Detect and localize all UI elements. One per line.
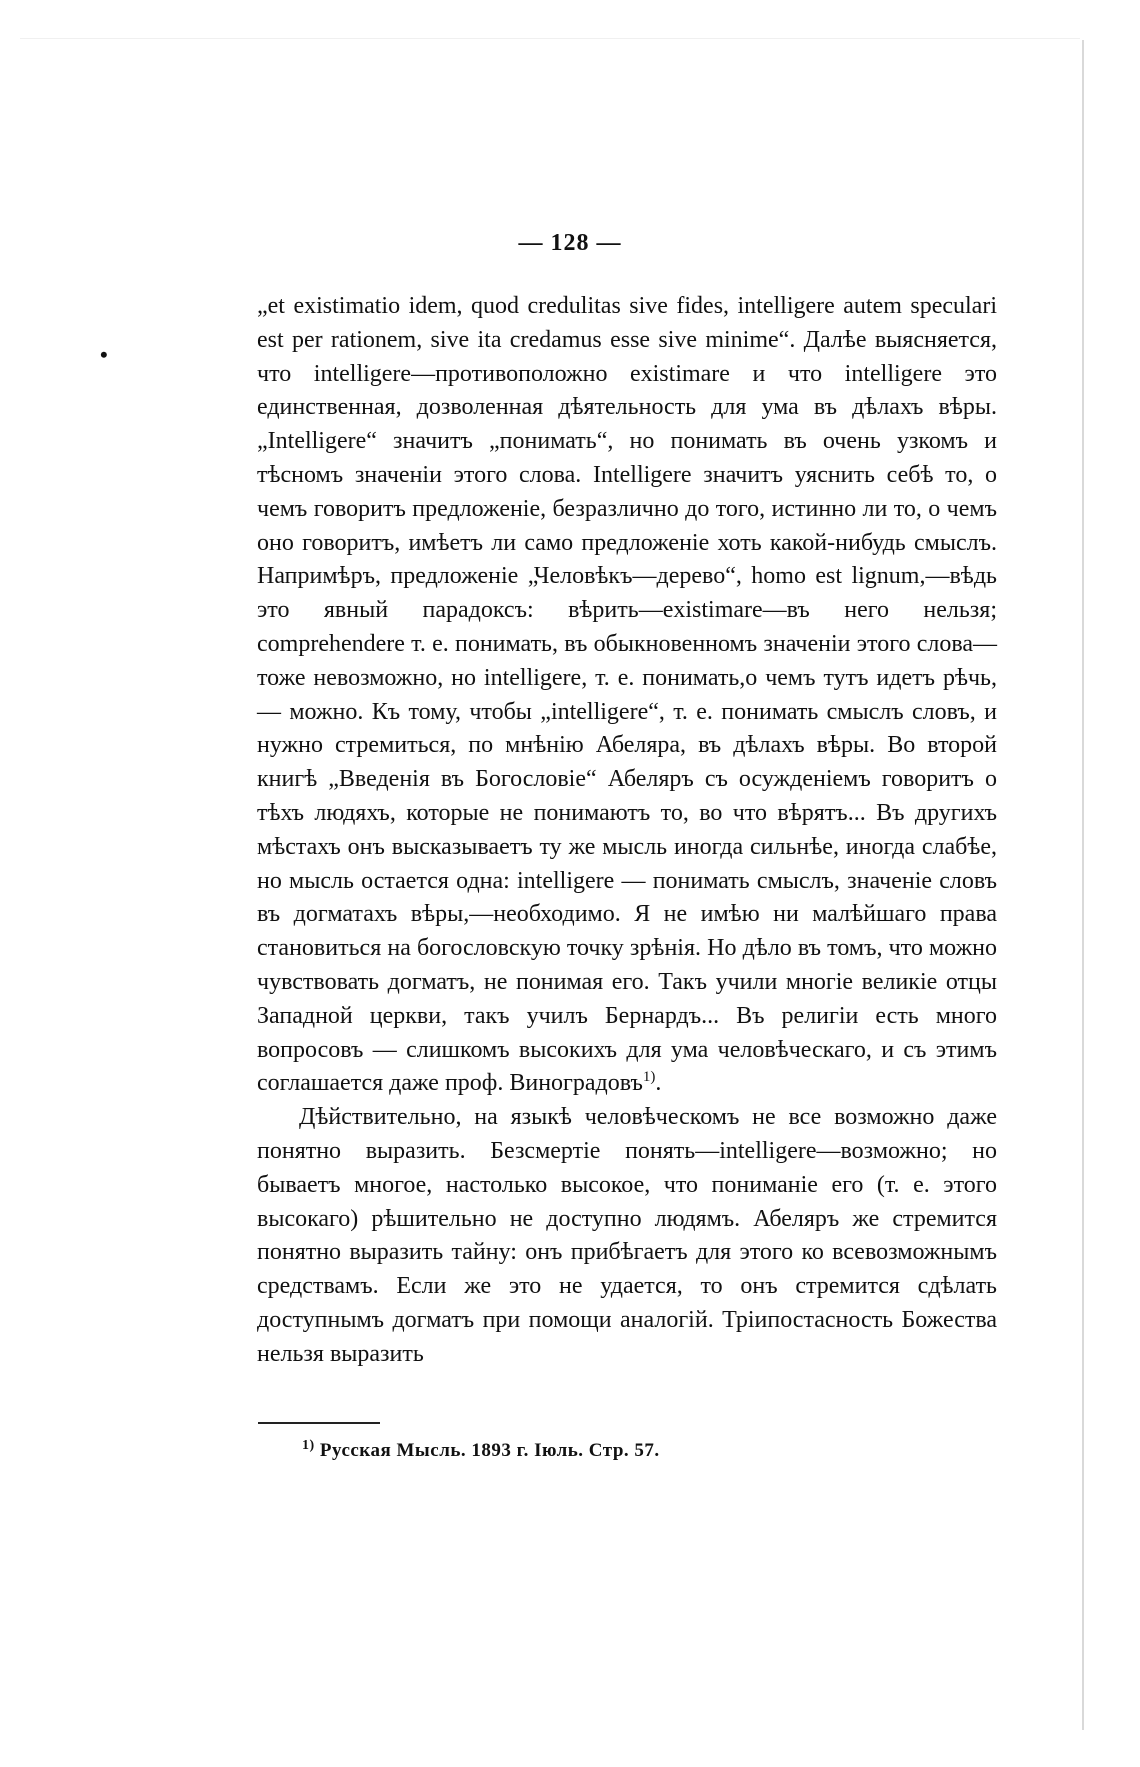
paragraph-1 [257, 290, 997, 1101]
stray-ink-mark: • [100, 342, 108, 367]
footnote [302, 1440, 902, 1462]
footnote-text: Русская Мысль. 1893 г. Іюль. Стр. 57. [319, 1440, 660, 1461]
paragraph-1-end: . [655, 1070, 662, 1097]
footnote-divider [258, 1422, 380, 1424]
body-text [257, 290, 997, 1372]
footnote-reference[interactable]: 1) [642, 1069, 656, 1086]
page-scan-edge-right [1082, 40, 1084, 1730]
page-number: — 128 — [518, 230, 622, 256]
paragraph-1-text: „et existimatio idem, quod credulitas sive fides, intelligere autem speculari est per rationem, sive ita credamus esse sive minime“. Далѣе выясняется, что intelligere—противоположно existimare и что intelligere это единственная, дозволенная дѣятельность для ума въ дѣлахъ вѣры. „Intelligere“ значитъ „понимать“, но понимать въ очень узкомъ и тѣсномъ значеніи этого слова. Intelligere значитъ уяснить себѣ то, о чемъ говоритъ предложеніе, безразлично до того, истинно ли то, о чемъ оно говоритъ, имѣетъ ли само предложеніе хоть какой-нибудь смыслъ. Напримѣръ, предложеніе „Человѣкъ—дерево“, homo est lignum,—вѣдь это явный парадоксъ: вѣрить—existimare—въ него нельзя; comprehendere т. е. понимать, въ обыкновенномъ значеніи этого слова—тоже невозможно, но intelligere, т. е. понимать,о чемъ тутъ идетъ рѣчь,— можно. Къ тому, чтобы „intelligere“, т. е. понимать смыслъ словъ, и нужно стремиться, по мнѣнію Абеляра, въ дѣлахъ вѣры. Во второй книгѣ „Введенія въ Богословіе“ Абеляръ съ осужденіемъ говоритъ о тѣхъ людяхъ, которые не понимаютъ то, во что вѣрятъ... Въ другихъ мѣстахъ онъ высказываетъ ту же мысль иногда сильнѣе, иногда слабѣе, но мысль остается одна: intelligere — понимать смыслъ, значеніе словъ въ догматахъ вѣры,—необходимо. Я не имѣю ни малѣйшаго права становиться на богословскую точку зрѣнія. Но дѣло въ томъ, что можно чувствовать догматъ, не понимая его. Такъ учили многіе великіе отцы Западной церкви, такъ училъ Бернардъ... Въ религіи есть много вопросовъ — слишкомъ высокихъ для ума человѣческаго, и съ этимъ соглашается даже проф. Виноградовъ [257, 293, 997, 1097]
footnote-mark: 1) [302, 1438, 315, 1453]
page-scan-edge-top [20, 38, 1080, 39]
paragraph-2: Дѣйствительно, на языкѣ человѣческомъ не все возможно даже понятно выразить. Безсмертіе понять—intelligere—возможно; но бываетъ многое, настолько высокое, что пониманіе его (т. е. этого высокаго) рѣшительно не доступно людямъ. Абеляръ же стремится понятно выразить тайну: онъ прибѣгаетъ для этого ко всевозможнымъ средствамъ. Если же это не удается, то онъ стремится сдѣлать доступнымъ догматъ при помощи аналогій. Тріипостасность Божества нельзя выразить [257, 1104, 997, 1367]
